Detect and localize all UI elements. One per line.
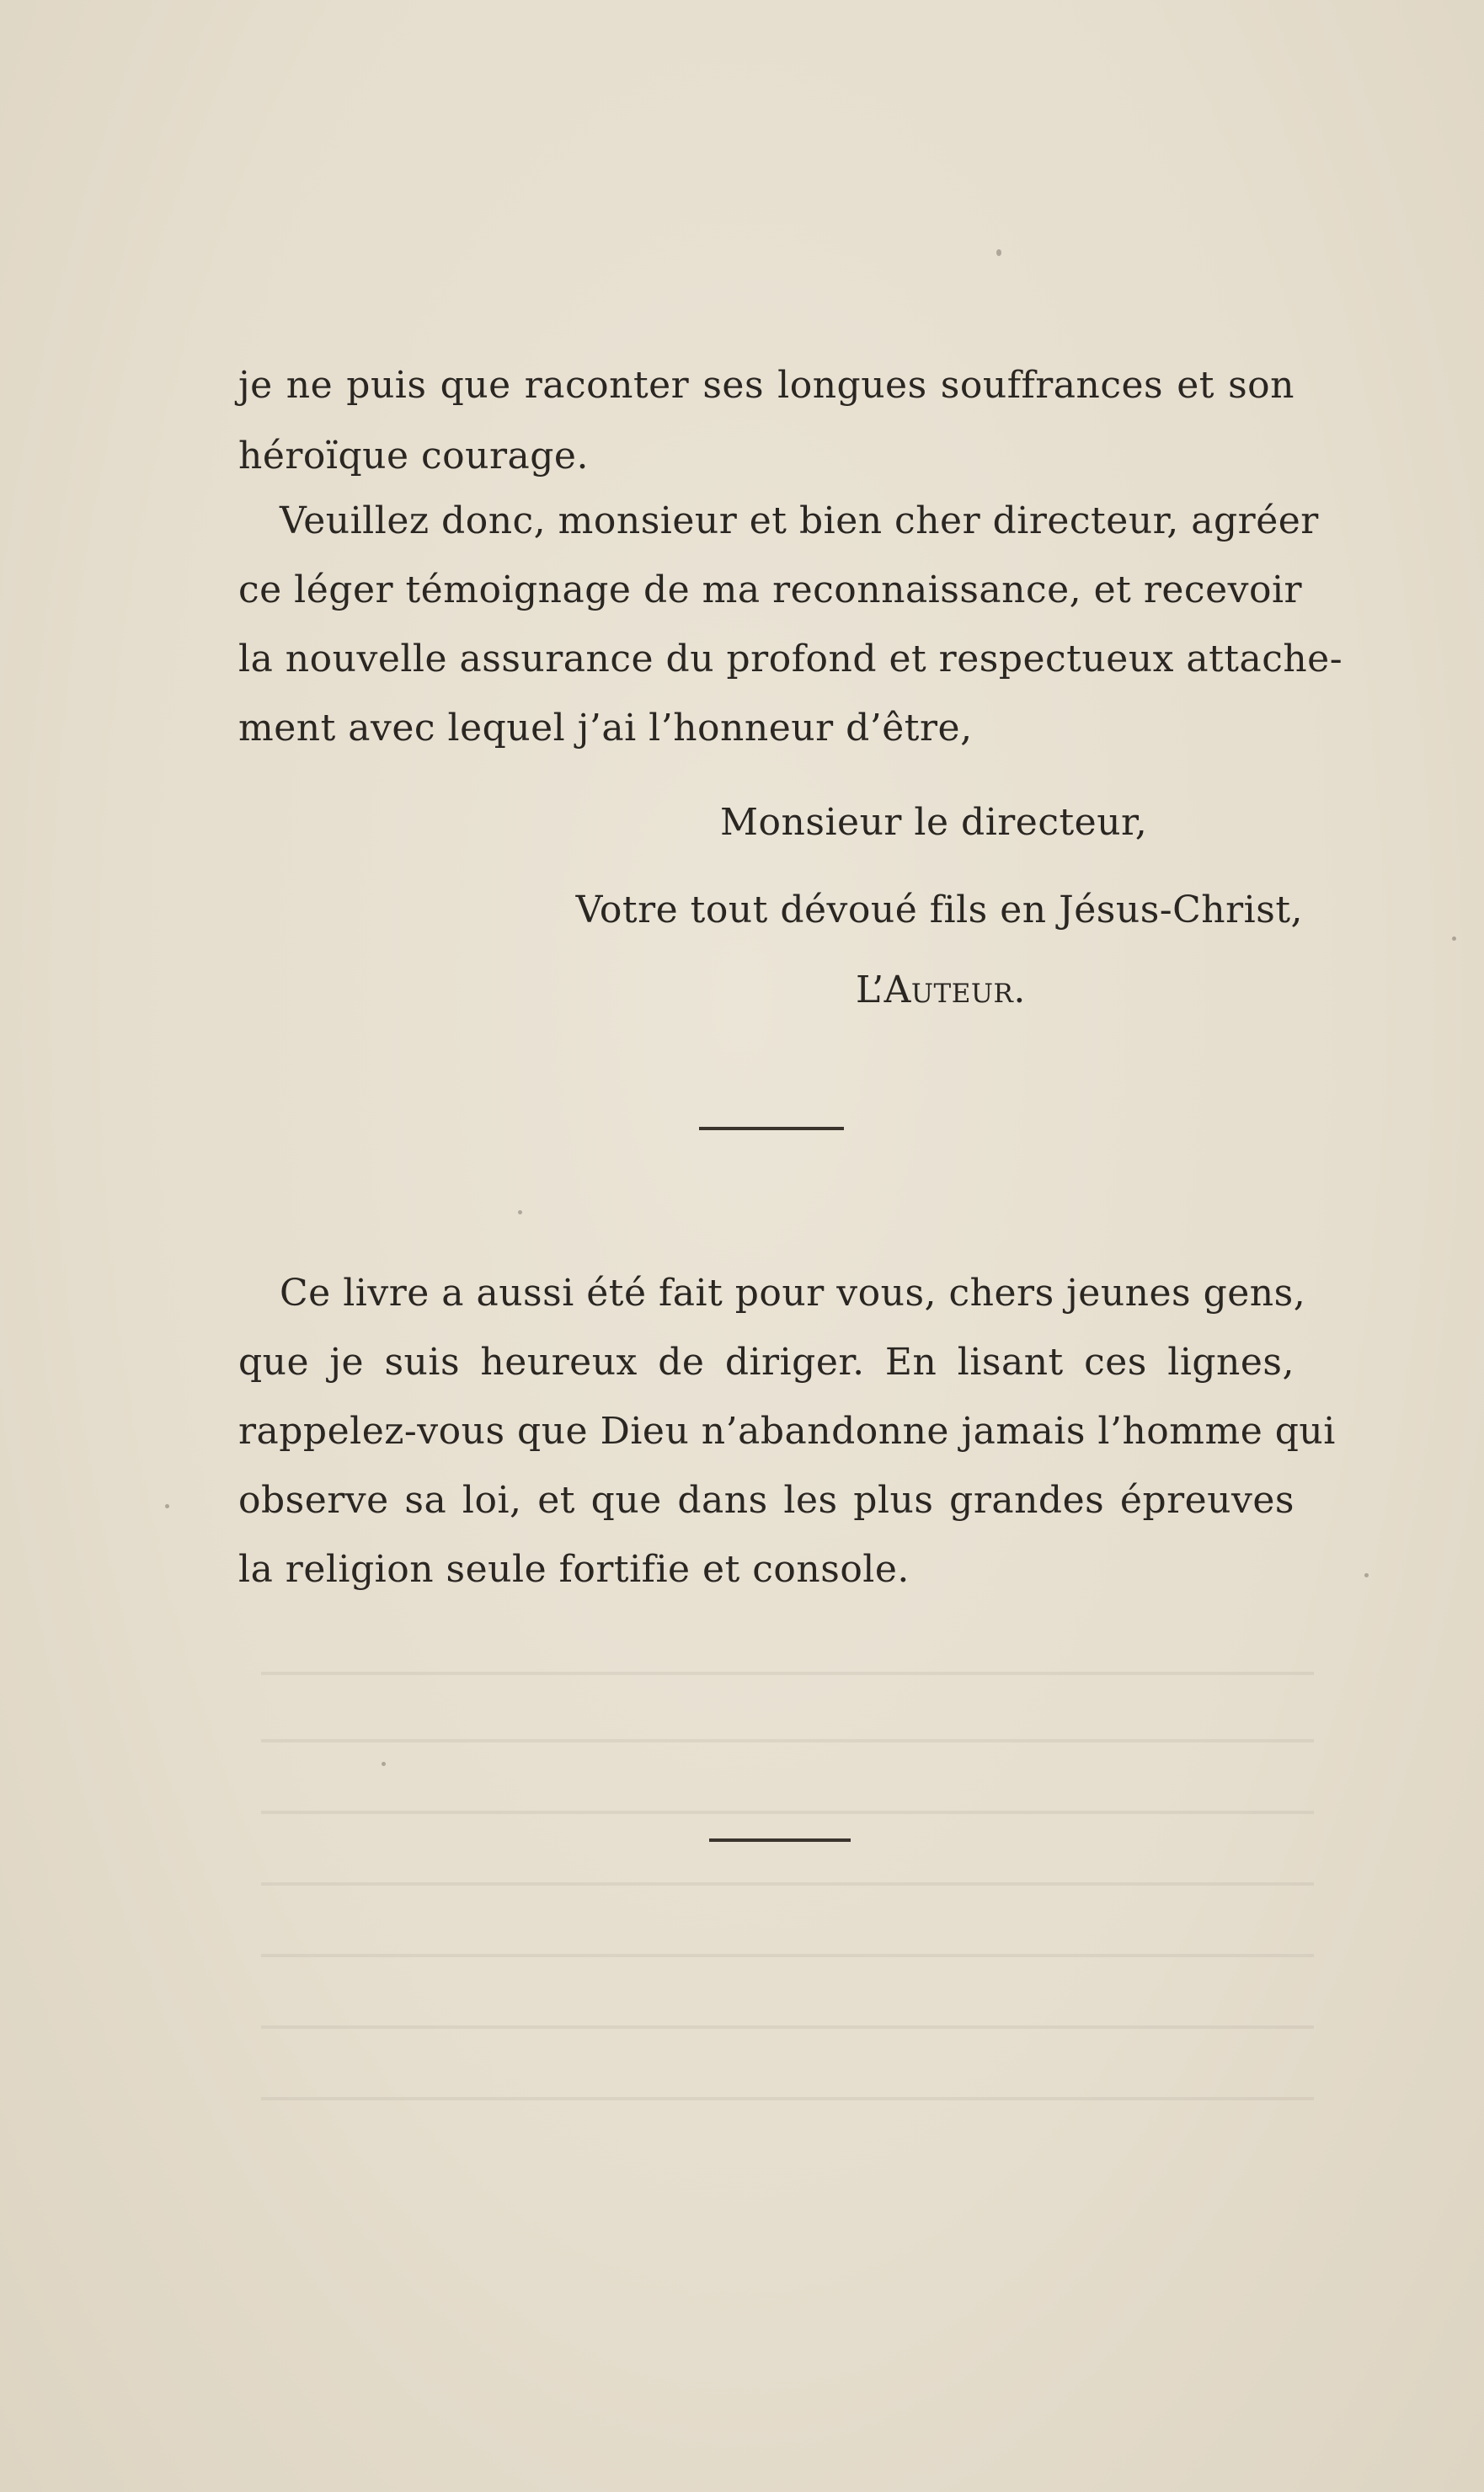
closing-signoff: Votre tout dévoué fils en Jésus-Christ,	[575, 888, 1303, 931]
bleed-through-line	[261, 1811, 1314, 1814]
paper-speck	[996, 249, 1001, 256]
bleed-through-line	[261, 2097, 1314, 2100]
paper-speck	[1452, 937, 1456, 941]
paragraph-2-line-3: la nouvelle assurance du profond et respectueux attache-	[238, 638, 1343, 680]
bleed-through-line	[261, 1672, 1314, 1675]
closing-signature: L’Auteur.	[856, 969, 1026, 1011]
bleed-through-line	[261, 1954, 1314, 1957]
paragraph-2-line-4: ment avec lequel j’ai l’honneur d’être,	[238, 707, 973, 750]
bleed-through-line	[261, 2025, 1314, 2029]
paper-speck	[518, 1210, 522, 1214]
paper-speck	[1364, 1573, 1369, 1577]
end-rule	[709, 1838, 851, 1842]
bleed-through-line	[261, 1739, 1314, 1742]
paragraph-3-line-5: la religion seule fortifie et console.	[238, 1548, 910, 1591]
paragraph-1-line-2: héroïque courage.	[238, 435, 589, 478]
paragraph-3-line-1: Ce livre a aussi été fait pour vous, chers jeunes gens,	[280, 1272, 1306, 1315]
paragraph-2-line-2: ce léger témoignage de ma reconnaissance, et recevoir	[238, 568, 1303, 611]
paragraph-3-line-3: rappelez-vous que Dieu n’abandonne jamais l’homme qui	[238, 1410, 1336, 1453]
separator-rule	[699, 1127, 844, 1130]
bleed-through-line	[261, 1882, 1314, 1886]
paper-speck	[382, 1762, 386, 1766]
paper-speck	[165, 1504, 169, 1508]
paragraph-1-line-1: je ne puis que raconter ses longues souffrances et son	[238, 364, 1294, 407]
paragraph-3-line-4: observe sa loi, et que dans les plus grandes épreuves	[238, 1479, 1294, 1522]
paragraph-2-line-1: Veuillez donc, monsieur et bien cher directeur, agréer	[280, 499, 1319, 542]
paragraph-3-line-2: que je suis heureux de diriger. En lisant ces lignes,	[238, 1341, 1294, 1384]
closing-salutation: Monsieur le directeur,	[720, 801, 1148, 844]
